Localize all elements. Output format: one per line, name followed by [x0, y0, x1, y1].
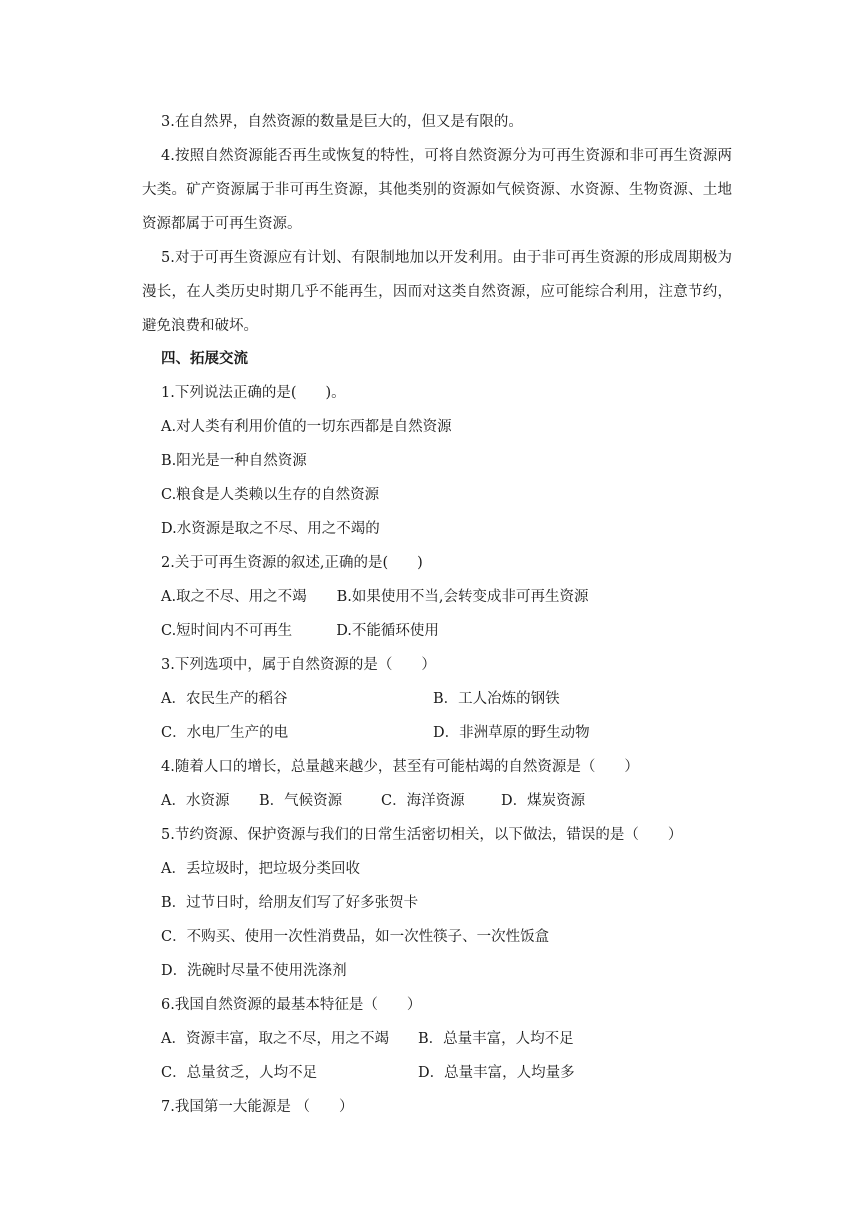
- summary-point-4: 4.按照自然资源能否再生或恢复的特性，可将自然资源分为可再生资源和非可再生资源两大类。矿产资源属于非可再生资源，其他类别的资源如气候资源、水资源、生物资源、土地资源都属于可再生资源。: [142, 148, 732, 232]
- question-6-option-b: B．总量丰富，人均不足: [418, 1031, 574, 1047]
- question-5-option-c: C．不购买、使用一次性消费品，如一次性筷子、一次性饭盒: [161, 929, 550, 945]
- question-1-option-d: D.水资源是取之不尽、用之不竭的: [161, 521, 380, 537]
- question-6-option-a: A．资源丰富，取之不尽，用之不竭: [161, 1031, 389, 1047]
- question-2-options-row-1: [161, 587, 588, 607]
- question-1-option-a: A.对人类有利用价值的一切东西都是自然资源: [161, 419, 452, 435]
- question-2-option-b: B.如果使用不当,会转变成非可再生资源: [336, 589, 589, 605]
- question-6-option-c: C．总量贫乏，人均不足: [161, 1065, 318, 1081]
- question-2-options-row-2: [161, 621, 439, 641]
- question-5-option-b: B．过节日时，给朋友们写了好多张贺卡: [161, 895, 419, 911]
- summary-point-3: 3.在自然界，自然资源的数量是巨大的，但又是有限的。: [161, 114, 523, 130]
- question-4-option-d: D．煤炭资源: [501, 793, 586, 809]
- question-1-option-b: B.阳光是一种自然资源: [161, 453, 307, 469]
- question-3-option-d: D．非洲草原的野生动物: [433, 725, 590, 741]
- question-7-stem: 7.我国第一大能源是 （ ）: [161, 1099, 354, 1115]
- question-6-option-d: D．总量丰富，人均量多: [418, 1065, 575, 1081]
- question-4-stem: 4.随着人口的增长，总量越来越少，甚至有可能枯竭的自然资源是（ ）: [161, 759, 639, 775]
- question-1-stem: 1.下列说法正确的是( )。: [161, 385, 346, 401]
- question-2-option-d: D.不能循环使用: [336, 623, 439, 639]
- question-5-stem: 5.节约资源、保护资源与我们的日常生活密切相关，以下做法，错误的是（ ）: [161, 827, 683, 843]
- question-2-option-a: A.取之不尽、用之不竭: [161, 589, 307, 605]
- section-title: 四、拓展交流: [161, 351, 248, 367]
- question-5-option-a: A．丢垃圾时，把垃圾分类回收: [161, 861, 360, 877]
- question-3-option-b: B．工人冶炼的钢铁: [433, 691, 560, 707]
- question-3-option-a: A．农民生产的稻谷: [161, 691, 288, 707]
- summary-point-5: 5.对于可再生资源应有计划、有限制地加以开发利用。由于非可再生资源的形成周期极为漫长，在人类历史时期几乎不能再生，因而对这类自然资源，应可能综合利用，注意节约，避免浪费和破坏。: [142, 250, 732, 334]
- question-3-stem: 3.下列选项中，属于自然资源的是（ ）: [161, 657, 436, 673]
- question-6-stem: 6.我国自然资源的最基本特征是（ ）: [161, 997, 422, 1013]
- question-2-stem: 2.关于可再生资源的叙述,正确的是( ): [161, 555, 423, 571]
- question-3-option-c: C．水电厂生产的电: [161, 725, 289, 741]
- question-4-option-b: B．气候资源: [259, 793, 343, 809]
- question-4-option-c: C．海洋资源: [381, 793, 465, 809]
- question-2-option-c: C.短时间内不可再生: [161, 623, 293, 639]
- question-5-option-d: D．洗碗时尽量不使用洗涤剂: [161, 963, 347, 979]
- question-4-option-a: A．水资源: [161, 793, 230, 809]
- question-1-option-c: C.粮食是人类赖以生存的自然资源: [161, 487, 380, 503]
